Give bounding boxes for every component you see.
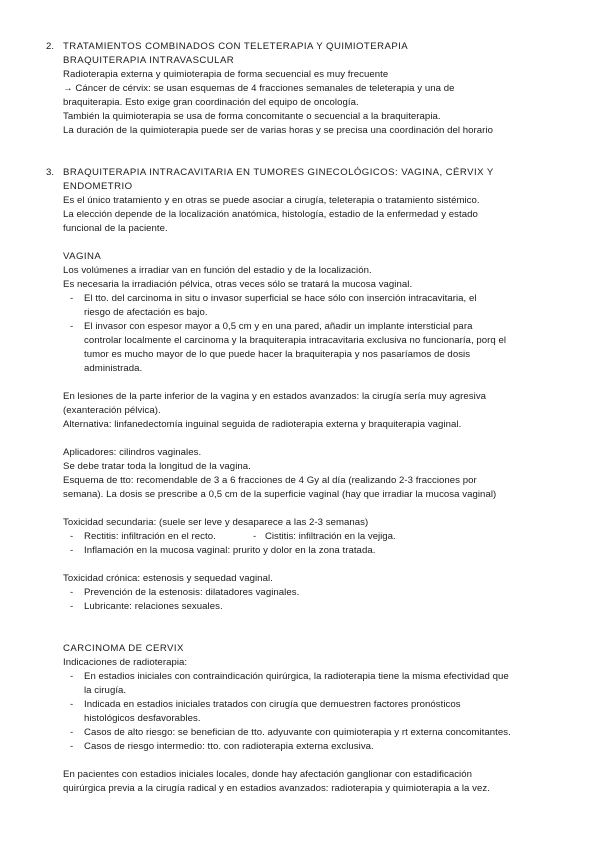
- s3-line: funcional de la paciente.: [63, 223, 168, 234]
- bullet-dash: -: [70, 293, 74, 304]
- cervix-heading: CARCINOMA DE CERVIX: [63, 643, 184, 654]
- s3-line: La elección depende de la localización anatómica, histología, estadio de la enfermedad y estado: [63, 209, 478, 220]
- vagina-bullet-2: controlar localmente el carcinoma y la braquiterapia intracavitaria exclusiva no funcionaría, porq el: [84, 335, 507, 346]
- vagina-intro: Los volúmenes a irradiar van en función del estadio y de la localización.: [63, 265, 372, 276]
- s2-line: → Cáncer de cérvix: se usan esquemas de 4 fracciones semanales de teleterapia y una de: [63, 83, 455, 94]
- vagina-intro: Es necesaria la irradiación pélvica, otras veces sólo se tratará la mucosa vaginal.: [63, 279, 413, 290]
- section-2-number: 2.: [46, 41, 55, 52]
- section-3-title: BRAQUITERAPIA INTRACAVITARIA EN TUMORES GINECOLÓGICOS: VAGINA, CÉRVIX Y: [63, 167, 494, 178]
- vagina-bullet-2: administrada.: [84, 363, 143, 374]
- cervix-bullet-2: Indicada en estadios iniciales tratados con cirugía que demuestren factores pronósticos: [84, 699, 461, 710]
- section-2-title: TRATAMIENTOS COMBINADOS CON TELETERAPIA Y QUIMIOTERAPIA: [63, 41, 409, 52]
- toxicidad-rectitis: Rectitis: infiltración en el recto.: [84, 531, 216, 542]
- bullet-dash: -: [70, 587, 74, 598]
- bullet-dash: -: [70, 545, 74, 556]
- vagina-heading: VAGINA: [63, 251, 102, 262]
- bullet-dash: -: [70, 321, 74, 332]
- cervix-bullet-4: Casos de riesgo intermedio: tto. con radioterapia externa exclusiva.: [84, 741, 374, 752]
- bullet-dash: -: [70, 741, 74, 752]
- s3-line: Es el único tratamiento y en otras se puede asociar a cirugía, teleterapia o tratamiento sistémico.: [63, 195, 480, 206]
- cervix-bullet-1: En estadios iniciales con contraindicación quirúrgica, la radioterapia tiene la misma efectividad que: [84, 671, 509, 682]
- toxicidad-cronica-item: Lubricante: relaciones sexuales.: [84, 601, 223, 612]
- bullet-dash: -: [70, 671, 74, 682]
- cervix-indicaciones: Indicaciones de radioterapia:: [63, 657, 188, 668]
- toxicidad-cronica-item: Prevención de la estenosis: dilatadores vaginales.: [84, 587, 300, 598]
- section-3-number: 3.: [46, 167, 55, 178]
- toxicidad-secundaria-title: Toxicidad secundaria: (suele ser leve y desaparece a las 2-3 semanas): [63, 517, 369, 528]
- toxicidad-cistitis: Cistitis: infiltración en la vejiga.: [265, 531, 396, 542]
- bullet-dash: -: [70, 601, 74, 612]
- cervix-final-paragraph: En pacientes con estadios iniciales locales, donde hay afectación ganglionar con estadificación: [63, 769, 473, 780]
- aplicadores-paragraph: semana). La dosis se prescribe a 0,5 cm de la superficie vaginal (hay que irradiar la mucosa vaginal): [63, 489, 497, 500]
- s2-line: La duración de la quimioterapia puede ser de varias horas y se precisa una coordinación del horario: [63, 125, 493, 136]
- vagina-bullet-1: riesgo de afectación es bajo.: [84, 307, 208, 318]
- s2-line: braquiterapia. Esto exige gran coordinación del equipo de oncología.: [63, 97, 359, 108]
- aplicadores-paragraph: Aplicadores: cilindros vaginales.: [63, 447, 202, 458]
- section-3-title-cont: ENDOMETRIO: [63, 181, 133, 192]
- lesiones-paragraph: Alternativa: linfanedectomía inguinal seguida de radioterapia externa y braquiterapia vaginal.: [63, 419, 462, 430]
- cervix-bullet-1: la cirugía.: [84, 685, 127, 696]
- s2-line: También la quimioterapia se usa de forma concomitante o secuencial a la braquiterapia.: [63, 111, 441, 122]
- cervix-bullet-3: Casos de alto riesgo: se benefician de tto. adyuvante con quimioterapia y rt externa concomitantes.: [84, 727, 511, 738]
- lesiones-paragraph: En lesiones de la parte inferior de la vagina y en estados avanzados: la cirugía sería muy agresiva: [63, 391, 487, 402]
- toxicidad-inflamacion: Inflamación en la mucosa vaginal: prurito y dolor en la zona tratada.: [84, 545, 376, 556]
- vagina-bullet-2: El invasor con espesor mayor a 0,5 cm y en una pared, añadir un implante intersticial para: [84, 321, 473, 332]
- toxicidad-cronica-title: Toxicidad crónica: estenosis y sequedad vaginal.: [63, 573, 273, 584]
- lesiones-paragraph: (exanteración pélvica).: [63, 405, 161, 416]
- vagina-bullet-1: El tto. del carcinoma in situ o invasor superficial se hace sólo con inserción intracavitaria, el: [84, 293, 477, 304]
- bullet-dash: -: [70, 531, 74, 542]
- bullet-dash: -: [70, 699, 74, 710]
- aplicadores-paragraph: Se debe tratar toda la longitud de la vagina.: [63, 461, 251, 472]
- cervix-final-paragraph: quirúrgica previa a la cirugía radical y en estadios avanzados: radioterapia y quimioterapia a la vez.: [63, 783, 490, 794]
- aplicadores-paragraph: Esquema de tto: recomendable de 3 a 6 fracciones de 4 Gy al día (realizando 2-3 fracciones por: [63, 475, 477, 486]
- bullet-dash: -: [253, 531, 257, 542]
- cervix-bullet-2: histológicos desfavorables.: [84, 713, 201, 724]
- section-2-subtitle: BRAQUITERAPIA INTRAVASCULAR: [63, 55, 235, 66]
- vagina-bullet-2: tumor es mucho mayor de lo que puede hacer la braquiterapia y nos pasaríamos de dosis: [84, 349, 471, 360]
- s2-line: Radioterapia externa y quimioterapia de forma secuencial es muy frecuente: [63, 69, 389, 80]
- bullet-dash: -: [70, 727, 74, 738]
